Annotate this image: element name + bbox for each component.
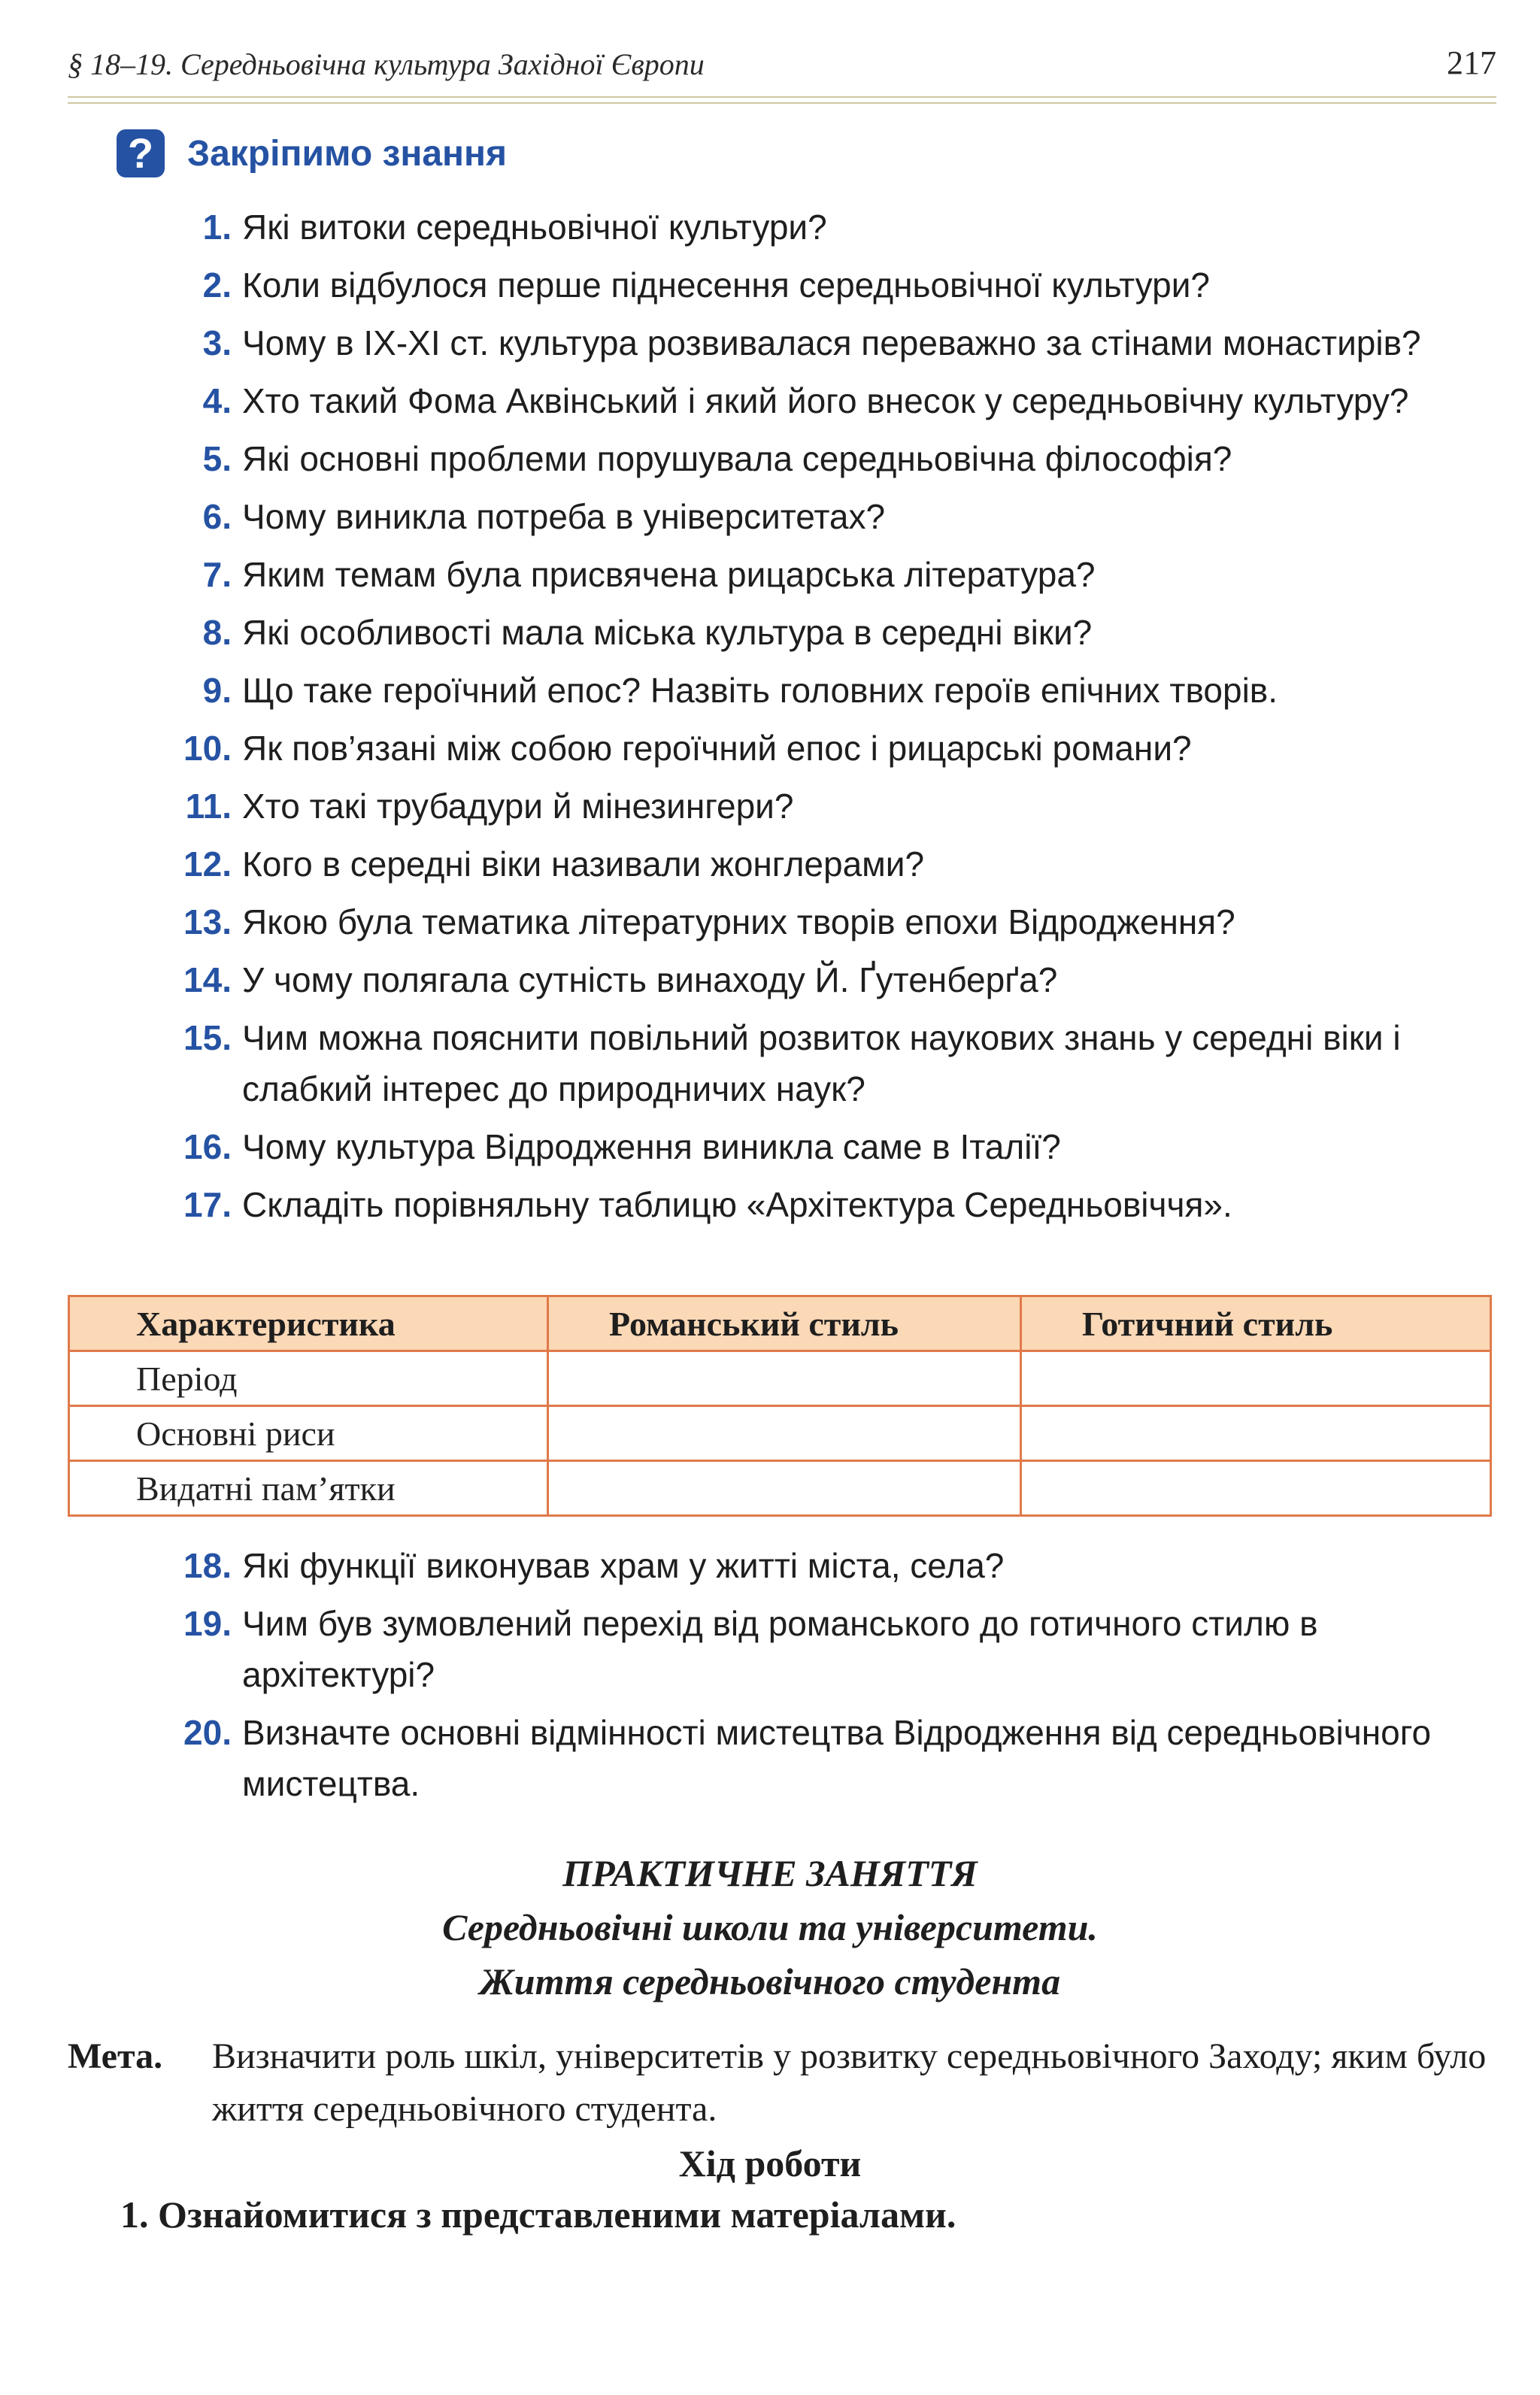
question-number: 19. [183, 1604, 232, 1643]
procedure-step-1: 1. Ознайомитися з представленими матеріалами. [120, 2193, 956, 2236]
question-number: 16. [183, 1127, 232, 1166]
question-text: Які особливості мала міська культура в середні віки? [242, 613, 1093, 652]
question-number: 9. [202, 671, 232, 710]
question-number: 2. [202, 265, 232, 305]
practice-subtitle-2: Життя середньовічного студента [479, 1960, 1061, 2002]
table-row [69, 1461, 1491, 1516]
question-text: Які витоки середньовічної культури? [242, 208, 827, 247]
question-number: 15. [183, 1018, 232, 1057]
question-item [0, 665, 1493, 716]
question-item [0, 259, 1493, 311]
question-item [0, 896, 1493, 947]
question-text: Як пов’язані між собою героїчний епос і рицарські романи? [242, 729, 1192, 768]
questions-list-a [0, 202, 1540, 1237]
question-item [0, 1707, 1493, 1809]
question-number: 12. [183, 844, 232, 884]
table-header-cell: Готичний стиль [1021, 1296, 1491, 1351]
goal-label: Мета. [68, 2036, 163, 2076]
question-number: 5. [202, 439, 232, 478]
question-item [0, 433, 1493, 484]
page-number: 217 [1447, 44, 1496, 81]
table-cell [548, 1406, 1021, 1461]
table-cell [1021, 1351, 1491, 1406]
question-item [0, 781, 1493, 832]
procedure-heading: Хід роботи [678, 2142, 862, 2184]
question-number: 14. [183, 960, 232, 999]
question-text: Що таке героїчний епос? Назвіть головних героїв епічних творів. [242, 671, 1278, 710]
question-item [0, 1598, 1493, 1700]
question-number: 6. [202, 497, 232, 536]
table-cell [548, 1351, 1021, 1406]
question-number: 13. [183, 902, 232, 941]
question-item [0, 607, 1493, 658]
question-text: Хто такі трубадури й мінезингери? [242, 787, 794, 826]
goal-text: Визначити роль шкіл, університетів у розвитку середньовічного Заходу; яким було життя середньовічного студента. [212, 2036, 1487, 2129]
question-text: Чому в IX-XI ст. культура розвивалася переважно за стінами монастирів? [242, 323, 1421, 362]
section-header [117, 129, 507, 177]
question-text: Чому виникла потреба в університетах? [242, 497, 886, 536]
table-cell: Видатні пам’ятки [69, 1461, 548, 1516]
practice-title: ПРАКТИЧНЕ ЗАНЯТТЯ [562, 1852, 978, 1894]
question-text: Які функції виконував храм у житті міста, села? [242, 1546, 1005, 1585]
question-number: 20. [183, 1713, 232, 1752]
table-cell [548, 1461, 1021, 1516]
table-header-row [69, 1296, 1491, 1351]
question-item [0, 1121, 1493, 1172]
table-header-cell: Романський стиль [548, 1296, 1021, 1351]
question-text: Яким темам була присвячена рицарська література? [242, 555, 1096, 594]
practice-subtitle-1: Середньовічні школи та університети. [442, 1906, 1098, 1948]
table-cell [1021, 1461, 1491, 1516]
question-text: Коли відбулося перше піднесення середньовічної культури? [242, 265, 1210, 305]
question-text: Які основні проблеми порушувала середньовічна філософія? [242, 439, 1232, 478]
question-text: Хто такий Фома Аквінський і який його внесок у середньовічну культуру? [242, 381, 1409, 420]
table-header-cell: Характеристика [69, 1296, 548, 1351]
question-item [0, 202, 1493, 253]
question-number: 1. [202, 208, 232, 247]
table-cell: Період [69, 1351, 548, 1406]
question-number: 4. [202, 381, 232, 420]
questions-list-b [0, 1540, 1540, 1816]
table-cell [1021, 1406, 1491, 1461]
question-text: Чим був зумовлений перехід від романського до готичного стилю в архітектурі? [242, 1604, 1318, 1694]
question-text: Кого в середні віки називали жонглерами? [242, 844, 925, 884]
question-number: 10. [183, 729, 232, 768]
question-text: Чим можна пояснити повільний розвиток наукових знань у середні віки і слабкий інтерес до природничих наук? [242, 1018, 1401, 1108]
question-number: 17. [183, 1185, 232, 1224]
question-number: 18. [183, 1546, 232, 1585]
table-cell: Основні риси [69, 1406, 548, 1461]
question-item [0, 723, 1493, 774]
question-item [0, 1179, 1493, 1230]
question-item [0, 1012, 1493, 1114]
question-icon: ? [117, 129, 165, 177]
header-rule [68, 96, 1496, 98]
question-number: 8. [202, 613, 232, 652]
question-item [0, 1540, 1493, 1591]
question-item [0, 954, 1493, 1005]
architecture-table [68, 1295, 1492, 1517]
question-item [0, 317, 1493, 368]
table-row [69, 1406, 1491, 1461]
question-text: У чому полягала сутність винаходу Й. Ґутенберґа? [242, 960, 1058, 999]
section-title: Закріпимо знання [187, 133, 508, 174]
running-title: § 18–19. Середньовічна культура Західної Європи [68, 47, 705, 81]
header-rule-secondary [68, 102, 1496, 104]
question-number: 11. [185, 787, 232, 826]
question-item [0, 375, 1493, 426]
practice-goal [68, 2030, 1496, 2136]
page-header [68, 44, 1496, 89]
question-text: Складіть порівняльну таблицю «Архітектура Середньовіччя». [242, 1185, 1232, 1224]
question-item [0, 491, 1493, 542]
table-row [69, 1351, 1491, 1406]
question-text: Якою була тематика літературних творів епохи Відродження? [242, 902, 1235, 941]
question-text: Визначте основні відмінності мистецтва Відродження від середньовічного мистецтва. [242, 1713, 1432, 1803]
question-number: 7. [202, 555, 232, 594]
question-item [0, 549, 1493, 600]
question-item [0, 838, 1493, 890]
question-number: 3. [202, 323, 232, 362]
question-text: Чому культура Відродження виникла саме в Італії? [242, 1127, 1061, 1166]
